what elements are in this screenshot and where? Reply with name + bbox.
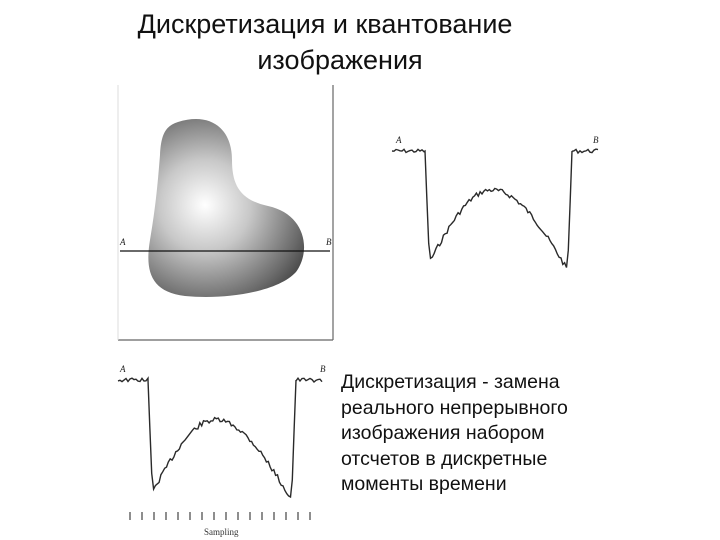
sampling-ticks [130, 512, 310, 520]
caption-line-2: реального непрерывного [341, 396, 568, 419]
image-panel [118, 85, 333, 340]
image-label-a: A [120, 237, 126, 247]
title-line-1: Дискретизация и квантование [137, 9, 513, 39]
profile-bottom-label-b: B [320, 364, 326, 374]
title-line-2: изображения [257, 45, 423, 75]
profile-top-curve [392, 149, 598, 267]
profile-bottom-curve [118, 378, 322, 497]
caption-line-3: изображения набором [341, 422, 545, 444]
profile-bottom [118, 364, 326, 537]
gradient-blob-shape [148, 119, 304, 297]
caption-line-5: моменты времени [341, 473, 507, 495]
profile-bottom-label-a: A [120, 364, 126, 374]
profile-top [392, 135, 599, 268]
profile-top-label-a: A [396, 135, 402, 145]
image-label-b: B [326, 237, 332, 247]
profile-top-label-b: B [593, 135, 599, 145]
caption-line-4: отсчетов в дискретные [341, 447, 548, 470]
caption-text [341, 370, 631, 498]
caption-line-1: Дискретизация - замена [341, 371, 560, 393]
sampling-axis-label: Sampling [204, 527, 239, 537]
